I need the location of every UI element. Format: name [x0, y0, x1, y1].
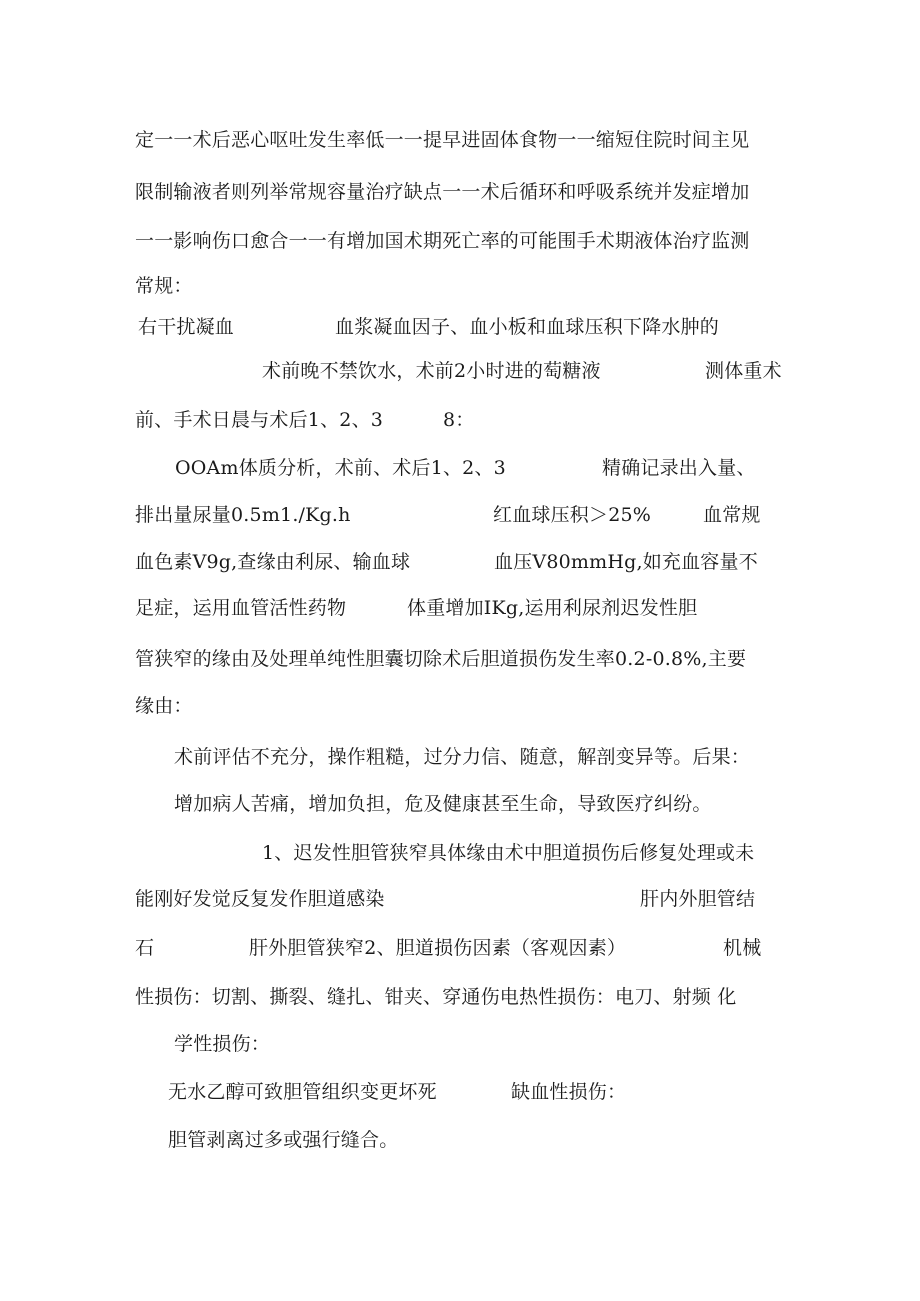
text-segment: OOAm体质分析，术前、术后1、2、3: [175, 457, 506, 479]
text-segment: 肝外胆管狭窄2、胆道损伤因素（客观因素）: [249, 937, 627, 959]
text-segment: 增加病人苦痛，增加负担，危及健康甚至生命，导致医疗纠纷。: [174, 793, 712, 815]
text-line: [168, 1128, 399, 1200]
text-segment: 无水乙醇可致胆管组织变更坏死: [168, 1081, 437, 1103]
text-line: [262, 359, 782, 455]
text-segment: 体重增加IKg,运用利尿剂迟发性胆: [407, 597, 698, 619]
text-segment: 血浆凝血因子、血小板和血球压积下降水肿的: [335, 316, 720, 338]
text-segment: 管狭窄的缘由及处理单纯性胆囊切除术后胆道损伤发生率0.2-0.8%,主要: [135, 648, 747, 670]
text-line: [135, 694, 193, 766]
text-segment: 肝内外胆管结: [640, 888, 756, 910]
text-segment: 8：: [443, 409, 475, 431]
text-segment: 前、手术日晨与术后1、2、3: [135, 409, 384, 431]
text-segment: 性损伤：切割、撕裂、缝扎、钳夹、穿通伤电热性损伤：电刀、射频 化: [135, 986, 737, 1008]
text-segment: 胆管剥离过多或强行缝合。: [168, 1129, 399, 1151]
text-segment: 机械: [723, 937, 762, 959]
text-segment: 1、迟发性胆管狭窄具体缘由术中胆道损伤后修复处理或未: [262, 842, 755, 864]
text-segment: 学性损伤：: [174, 1033, 271, 1055]
text-segment: 足症，运用血管活性药物: [135, 597, 347, 619]
text-segment: 血常规: [703, 504, 761, 526]
text-segment: 右干扰凝血: [138, 316, 235, 338]
text-segment: 缺血性损伤：: [511, 1081, 627, 1103]
text-segment: 血压V80mmHg,如充血容量不: [494, 551, 758, 573]
text-segment: 精确记录出入量、: [602, 457, 756, 479]
text-segment: 测体重术: [705, 360, 782, 382]
text-segment: 常规：: [135, 275, 193, 297]
text-segment: 缘由：: [135, 695, 193, 717]
text-segment: 红血球压积＞25%: [493, 504, 652, 526]
text-segment: 血色素V9g,查缘由利尿、输血球: [135, 551, 411, 573]
text-segment: 排出量尿量0.5m1./Kg.h: [135, 504, 351, 526]
text-segment: 一一影响伤口愈合一一有增加国术期死亡率的可能围手术期液体治疗监测: [135, 230, 750, 252]
text-segment: 限制输液者则列举常规容量治疗缺点一一术后循环和呼吸系统并发症增加: [135, 181, 750, 203]
text-segment: 定一一术后恶心呕吐发生率低一一提早进固体食物一一缩短住院时间主见: [135, 129, 750, 151]
text-segment: 石: [135, 937, 155, 959]
text-segment: 能刚好发觉反复发作胆道感染: [135, 888, 385, 910]
text-segment: 术前晚不禁饮水，术前2小时进的萄糖液: [262, 360, 601, 382]
text-segment: 术前评估不充分，操作粗糙，过分力信、随意，解剖变异等。后果：: [174, 746, 751, 768]
